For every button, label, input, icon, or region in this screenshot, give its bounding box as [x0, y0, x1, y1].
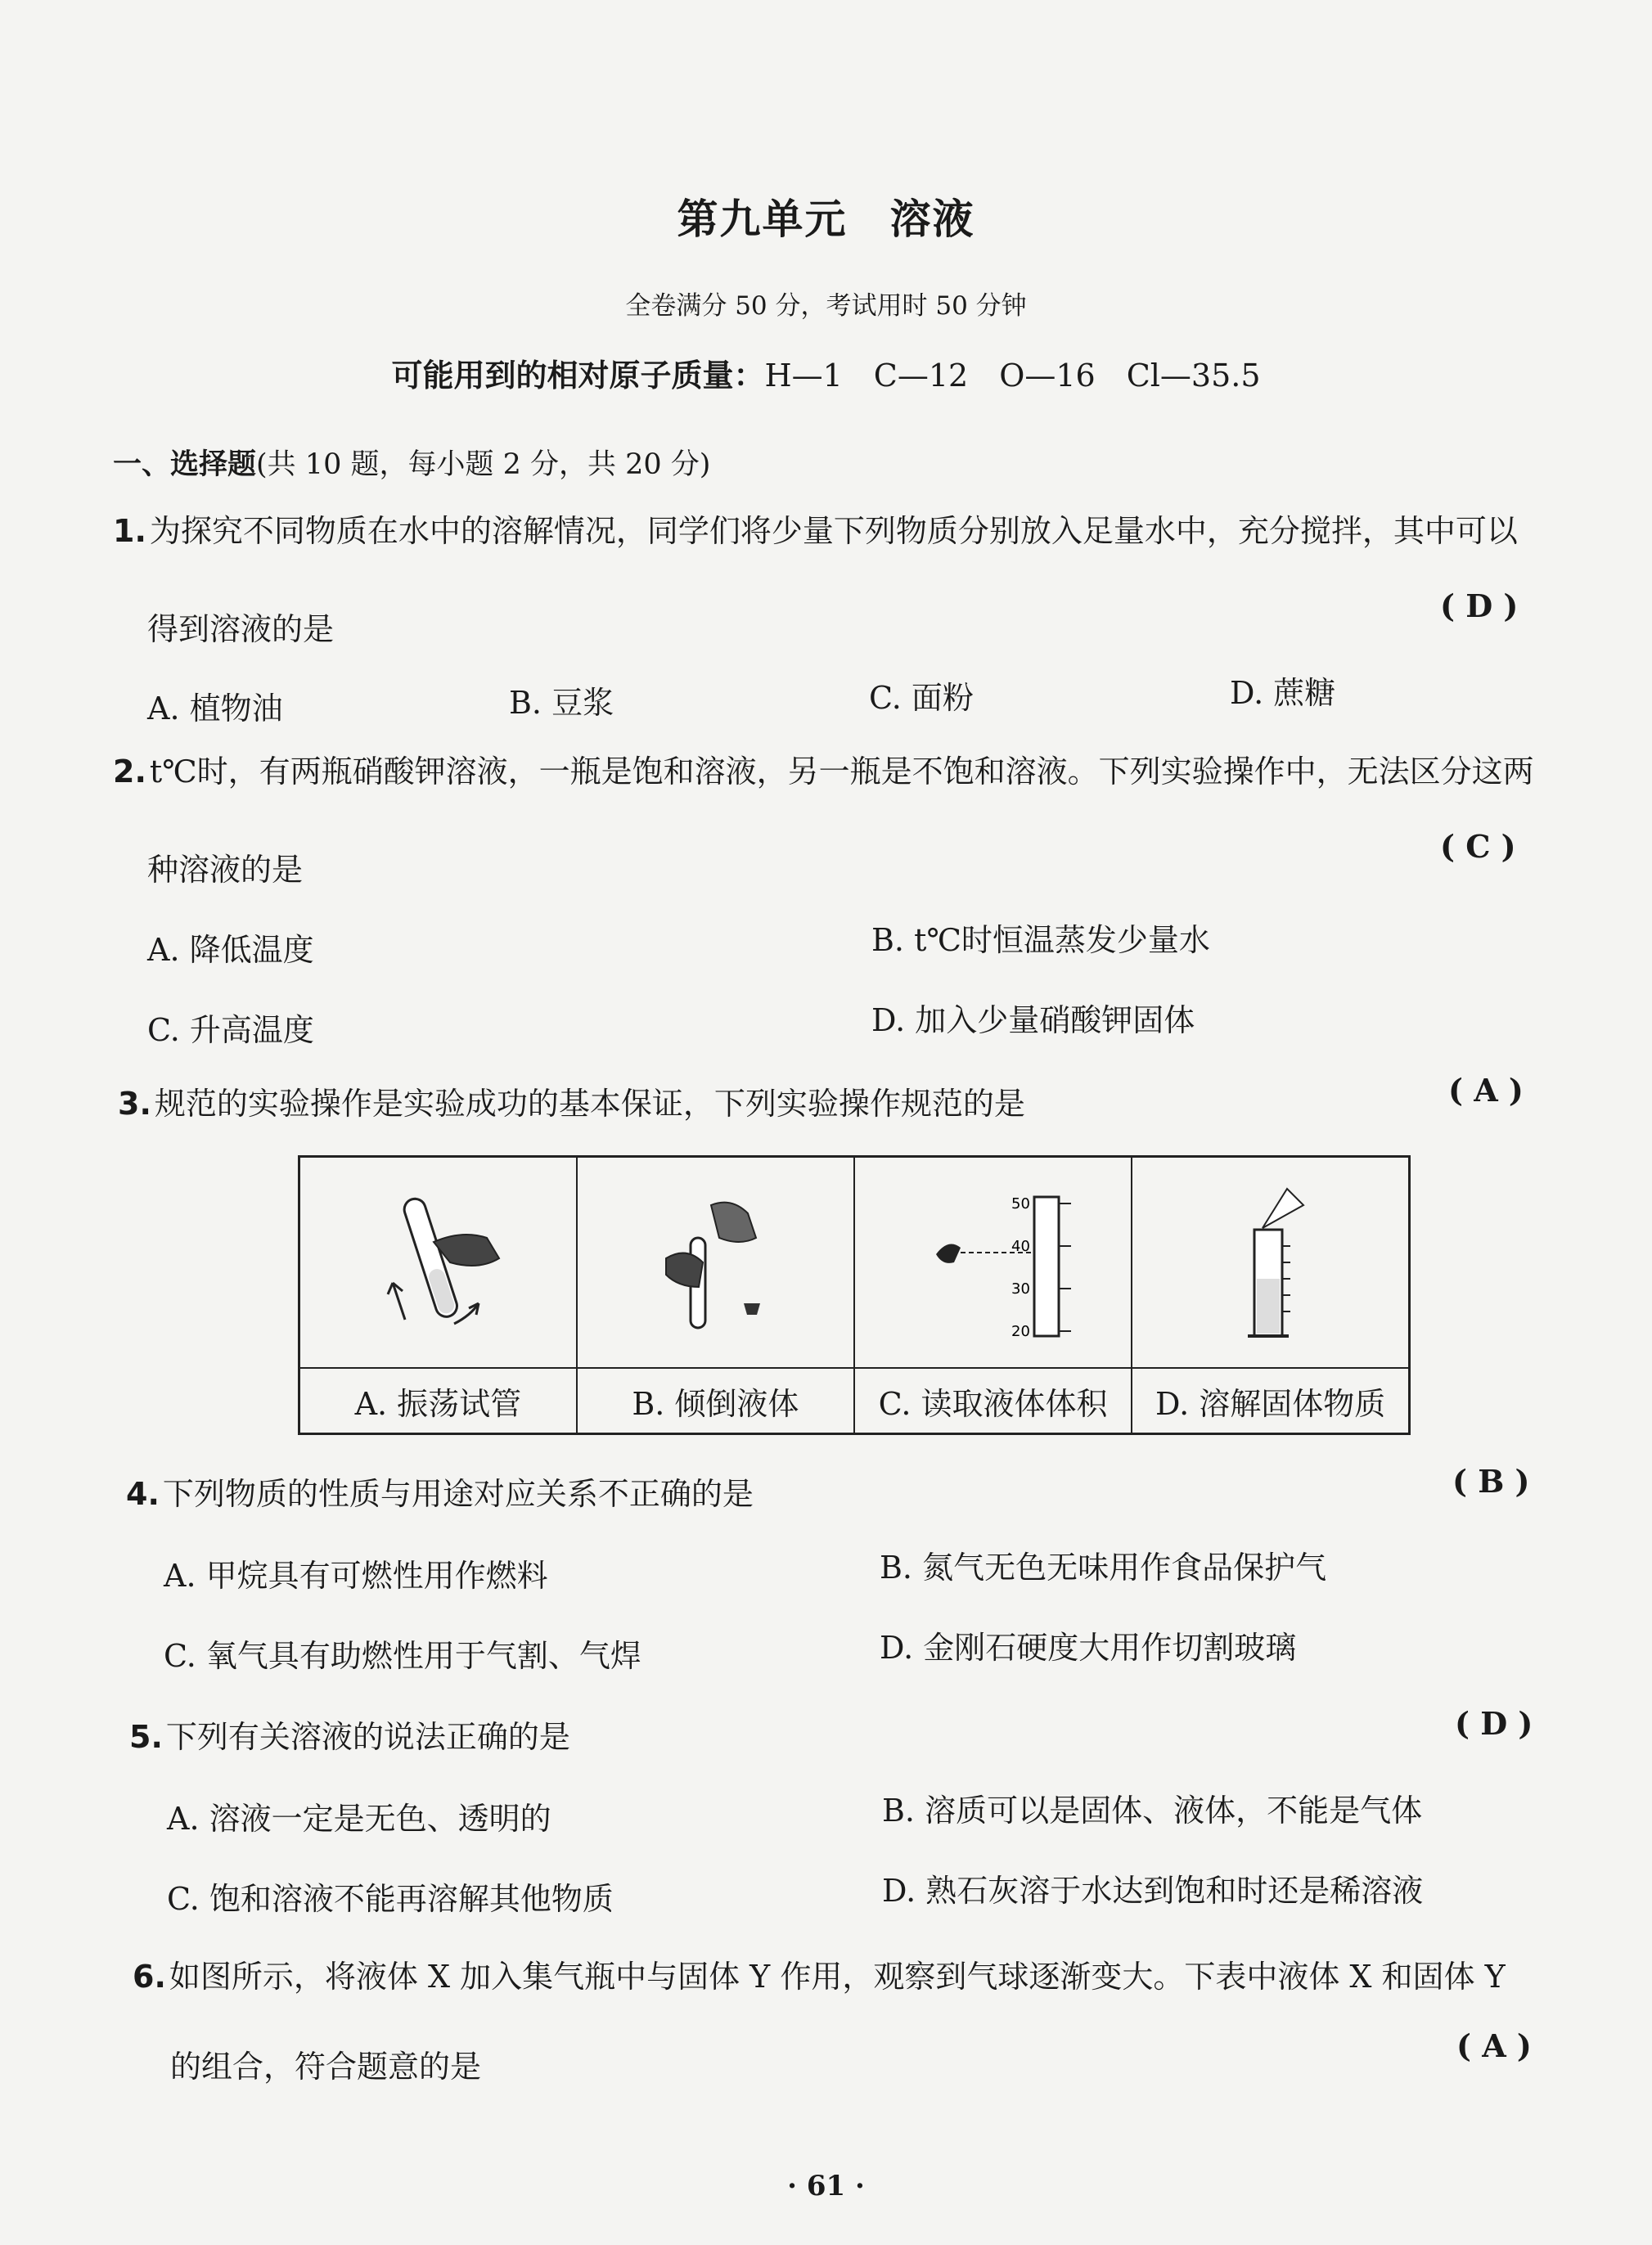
q2-option-a: A. 降低温度 [147, 932, 314, 968]
q2-option-d: D. 加入少量硝酸钾固体 [871, 1002, 1195, 1038]
q3-number: 3. [118, 1086, 151, 1122]
q2-number: 2. [113, 754, 146, 790]
cylinder-tick-20: 20 [1011, 1323, 1030, 1340]
atomic-masses-line [0, 350, 1652, 395]
atomic-masses-values: H—1 C—12 O—16 Cl—35.5 [764, 358, 1261, 394]
read-volume-illustration [903, 1181, 1083, 1344]
shake-tube-illustration [356, 1181, 520, 1344]
q4-stem-text1: 下列物质的性质与用途对应关系不正确的是 [162, 1476, 754, 1512]
q5-answer: ( D ) [1455, 1705, 1533, 1742]
q4-option-a: A. 甲烷具有可燃性用作燃料 [164, 1558, 548, 1594]
caption-pour-liquid: B. 倾倒液体 [577, 1368, 854, 1434]
page-number: · 61 · [787, 2170, 865, 2202]
caption-shake-tube: A. 振荡试管 [299, 1368, 577, 1434]
section-label: 一、选择题 [113, 448, 257, 481]
q4-option-d: D. 金刚石硬度大用作切割玻璃 [880, 1630, 1297, 1666]
q6-stem-line1 [133, 1951, 1506, 1996]
section-note: (共 10 题，每小题 2 分，共 20 分) [256, 448, 711, 481]
q4-answer: ( B ) [1452, 1463, 1530, 1500]
q6-stem-text1: 如图所示，将液体 X 加入集气瓶中与固体 Y 作用，观察到气球逐渐变大。下表中液体 X 和固体 Y [169, 1959, 1506, 1995]
pour-liquid-illustration [633, 1181, 797, 1344]
q5-option-a: A. 溶液一定是无色、透明的 [167, 1801, 551, 1837]
q2-option-b: B. t℃时恒温蒸发少量水 [871, 922, 1210, 958]
q3-figure-table [298, 1155, 1411, 1435]
q3-stem-line1 [118, 1078, 1025, 1123]
q6-number: 6. [133, 1959, 166, 1995]
q4-option-c: C. 氧气具有助燃性用于气割、气焊 [164, 1638, 641, 1674]
q6-stem-line2: 的组合，符合题意的是 [170, 2049, 482, 2085]
q2-stem-line2: 种溶液的是 [147, 852, 304, 888]
exam-subtitle: 全卷满分 50 分，考试用时 50 分钟 [625, 291, 1027, 321]
q6-answer: ( A ) [1456, 2027, 1532, 2064]
q5-option-c: C. 饱和溶液不能再溶解其他物质 [167, 1881, 614, 1917]
q1-number: 1. [113, 513, 146, 549]
q5-stem-line1 [129, 1712, 570, 1757]
q1-option-d: D. 蔗糖 [1230, 675, 1336, 711]
unit-title: 第九单元 溶液 [677, 195, 975, 243]
figure-shake-tube [299, 1157, 577, 1369]
section-heading [113, 442, 710, 483]
cylinder-tick-30: 30 [1011, 1280, 1030, 1298]
q1-stem-text1: 为探究不同物质在水中的溶解情况，同学们将少量下列物质分别放入足量水中，充分搅拌，其中可以 [149, 513, 1518, 549]
q2-option-c: C. 升高温度 [147, 1012, 314, 1048]
caption-read-volume: C. 读取液体体积 [854, 1368, 1132, 1434]
q3-answer: ( A ) [1448, 1072, 1524, 1109]
q1-answer: ( D ) [1440, 587, 1519, 624]
figure-read-volume [854, 1157, 1132, 1369]
cylinder-tick-40: 40 [1011, 1238, 1030, 1255]
q2-answer: ( C ) [1440, 828, 1516, 865]
q1-option-b: B. 豆浆 [509, 685, 614, 721]
q5-option-d: D. 熟石灰溶于水达到饱和时还是稀溶液 [882, 1873, 1424, 1909]
cylinder-tick-50: 50 [1011, 1195, 1030, 1212]
q4-number: 4. [126, 1476, 160, 1512]
caption-dissolve-solid: D. 溶解固体物质 [1132, 1368, 1409, 1434]
q3-stem-text1: 规范的实验操作是实验成功的基本保证，下列实验操作规范的是 [154, 1086, 1025, 1122]
q4-option-b: B. 氮气无色无味用作食品保护气 [880, 1550, 1327, 1586]
q5-stem-text1: 下列有关溶液的说法正确的是 [165, 1719, 570, 1755]
q5-number: 5. [129, 1719, 163, 1755]
q1-stem-line2: 得到溶液的是 [147, 611, 335, 647]
atomic-masses-label: 可能用到的相对原子质量： [391, 358, 765, 394]
figure-dissolve-solid [1132, 1157, 1409, 1369]
q4-stem-line1 [126, 1469, 754, 1514]
figure-pour-liquid [577, 1157, 854, 1369]
q2-stem-line1 [113, 746, 1534, 791]
q1-option-c: C. 面粉 [869, 680, 974, 716]
q2-stem-text1: t℃时，有两瓶硝酸钾溶液，一瓶是饱和溶液，另一瓶是不饱和溶液。下列实验操作中，无法区分这两 [149, 754, 1534, 790]
dissolve-solid-illustration [1189, 1181, 1353, 1344]
q1-stem-line1 [113, 506, 1518, 551]
q5-option-b: B. 溶质可以是固体、液体，不能是气体 [882, 1793, 1423, 1829]
q1-option-a: A. 植物油 [147, 691, 283, 727]
